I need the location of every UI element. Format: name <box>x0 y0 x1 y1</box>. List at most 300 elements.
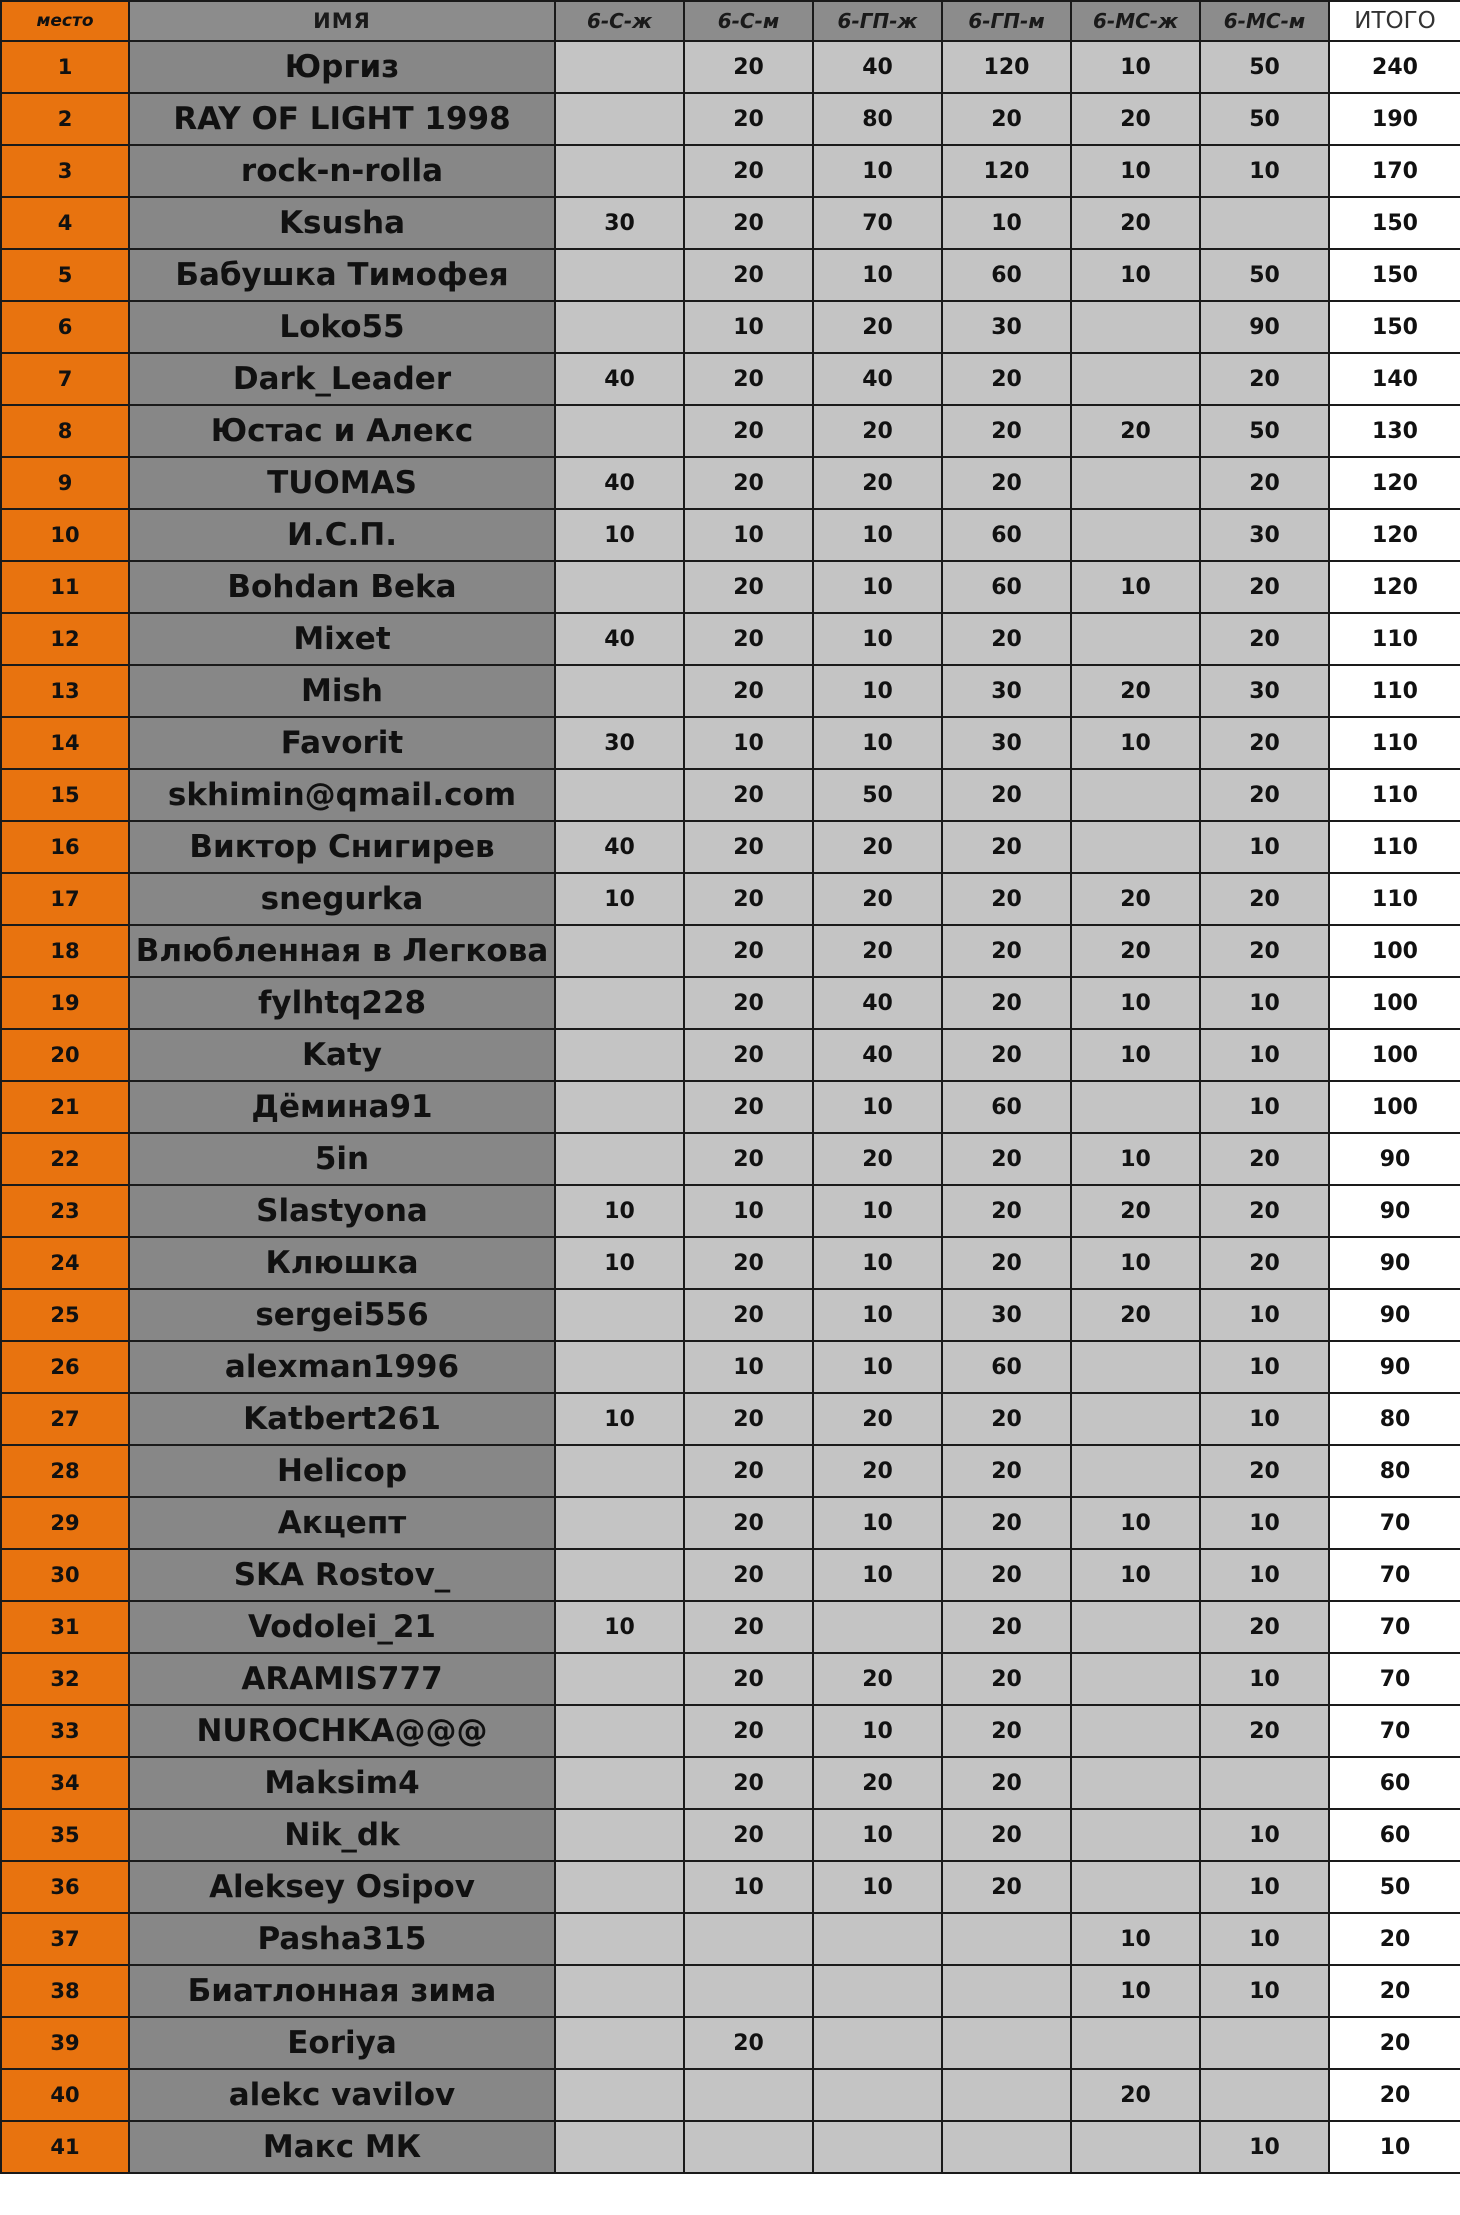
total-cell: 70 <box>1329 1549 1460 1601</box>
total-cell: 90 <box>1329 1289 1460 1341</box>
score-cell <box>1200 197 1329 249</box>
score-cell: 10 <box>1200 1861 1329 1913</box>
total-cell: 60 <box>1329 1809 1460 1861</box>
score-cell: 10 <box>684 717 813 769</box>
score-cell: 10 <box>813 613 942 665</box>
score-cell: 20 <box>1200 769 1329 821</box>
place-cell: 18 <box>1 925 129 977</box>
score-cell: 20 <box>684 1289 813 1341</box>
score-cell <box>555 1289 684 1341</box>
player-name-cell: Vodolei_21 <box>129 1601 555 1653</box>
score-cell: 10 <box>1071 249 1200 301</box>
score-cell: 10 <box>813 1289 942 1341</box>
player-name-cell: Katy <box>129 1029 555 1081</box>
place-cell: 20 <box>1 1029 129 1081</box>
player-name-cell: Ksusha <box>129 197 555 249</box>
score-cell <box>555 1965 684 2017</box>
total-cell: 20 <box>1329 1965 1460 2017</box>
score-cell: 20 <box>1200 1185 1329 1237</box>
place-cell: 13 <box>1 665 129 717</box>
score-cell: 60 <box>942 509 1071 561</box>
total-cell: 100 <box>1329 1081 1460 1133</box>
score-cell: 20 <box>813 925 942 977</box>
score-cell: 30 <box>555 197 684 249</box>
player-name-cell: Maksim4 <box>129 1757 555 1809</box>
score-cell: 120 <box>942 145 1071 197</box>
place-cell: 29 <box>1 1497 129 1549</box>
score-cell: 20 <box>684 145 813 197</box>
score-cell: 20 <box>684 2017 813 2069</box>
score-cell: 10 <box>813 1809 942 1861</box>
score-cell: 20 <box>942 1185 1071 1237</box>
total-cell: 90 <box>1329 1341 1460 1393</box>
score-cell: 10 <box>1071 1497 1200 1549</box>
score-cell: 10 <box>813 249 942 301</box>
place-cell: 8 <box>1 405 129 457</box>
player-name-cell: alekc vavilov <box>129 2069 555 2121</box>
place-cell: 36 <box>1 1861 129 1913</box>
place-cell: 5 <box>1 249 129 301</box>
score-cell: 20 <box>684 1705 813 1757</box>
score-cell <box>555 925 684 977</box>
score-cell: 20 <box>684 873 813 925</box>
table-row <box>1 2017 1460 2069</box>
score-cell <box>555 1497 684 1549</box>
table-row <box>1 1497 1460 1549</box>
score-cell <box>1071 2017 1200 2069</box>
score-cell: 20 <box>1071 197 1200 249</box>
player-name-cell: Mish <box>129 665 555 717</box>
header-6-ms-zh: 6-МС-ж <box>1071 1 1200 41</box>
score-cell: 20 <box>813 1757 942 1809</box>
score-cell: 10 <box>684 1185 813 1237</box>
score-cell: 20 <box>684 1653 813 1705</box>
table-row <box>1 41 1460 93</box>
score-cell <box>555 1445 684 1497</box>
player-name-cell: ARAMIS777 <box>129 1653 555 1705</box>
score-cell <box>555 1913 684 1965</box>
score-cell <box>555 1809 684 1861</box>
player-name-cell: 5in <box>129 1133 555 1185</box>
score-cell: 20 <box>942 925 1071 977</box>
table-row <box>1 1341 1460 1393</box>
score-cell: 50 <box>813 769 942 821</box>
score-cell <box>555 561 684 613</box>
score-cell: 20 <box>684 457 813 509</box>
score-cell: 40 <box>555 613 684 665</box>
place-cell: 39 <box>1 2017 129 2069</box>
place-cell: 38 <box>1 1965 129 2017</box>
place-cell: 4 <box>1 197 129 249</box>
score-cell: 40 <box>555 821 684 873</box>
score-cell: 10 <box>555 1237 684 1289</box>
score-cell <box>1071 301 1200 353</box>
score-cell: 20 <box>684 665 813 717</box>
score-cell: 10 <box>1071 977 1200 1029</box>
score-cell: 20 <box>684 1237 813 1289</box>
player-name-cell: Биатлонная зима <box>129 1965 555 2017</box>
place-cell: 10 <box>1 509 129 561</box>
table-row <box>1 249 1460 301</box>
score-cell: 60 <box>942 1341 1071 1393</box>
score-cell <box>1071 1705 1200 1757</box>
score-cell <box>1071 1601 1200 1653</box>
score-cell: 20 <box>684 1393 813 1445</box>
player-name-cell: Nik_dk <box>129 1809 555 1861</box>
player-name-cell: Акцепт <box>129 1497 555 1549</box>
player-name-cell: RAY OF LIGHT 1998 <box>129 93 555 145</box>
table-row <box>1 1965 1460 2017</box>
score-cell <box>942 2017 1071 2069</box>
player-name-cell: NUROCHKA@@@ <box>129 1705 555 1757</box>
table-row <box>1 1393 1460 1445</box>
score-cell: 10 <box>684 509 813 561</box>
score-cell: 20 <box>942 873 1071 925</box>
player-name-cell: fylhtq228 <box>129 977 555 1029</box>
score-cell <box>555 1341 684 1393</box>
total-cell: 110 <box>1329 613 1460 665</box>
place-cell: 22 <box>1 1133 129 1185</box>
total-cell: 110 <box>1329 665 1460 717</box>
score-cell: 10 <box>1071 717 1200 769</box>
score-cell: 30 <box>942 1289 1071 1341</box>
score-cell: 120 <box>942 41 1071 93</box>
score-cell: 50 <box>1200 41 1329 93</box>
player-name-cell: Mixet <box>129 613 555 665</box>
table-row <box>1 145 1460 197</box>
player-name-cell: Макс МК <box>129 2121 555 2173</box>
table-row <box>1 509 1460 561</box>
score-cell: 30 <box>942 717 1071 769</box>
score-cell: 10 <box>1200 1809 1329 1861</box>
total-cell: 150 <box>1329 249 1460 301</box>
score-cell: 20 <box>942 1445 1071 1497</box>
score-cell: 10 <box>1200 145 1329 197</box>
score-cell: 20 <box>1071 405 1200 457</box>
score-cell: 20 <box>1071 665 1200 717</box>
place-cell: 9 <box>1 457 129 509</box>
score-cell: 10 <box>813 1549 942 1601</box>
table-row <box>1 665 1460 717</box>
score-cell <box>813 1913 942 1965</box>
score-cell <box>684 2069 813 2121</box>
total-cell: 60 <box>1329 1757 1460 1809</box>
place-cell: 14 <box>1 717 129 769</box>
score-cell: 10 <box>555 1393 684 1445</box>
total-cell: 20 <box>1329 1913 1460 1965</box>
score-cell: 10 <box>1071 1549 1200 1601</box>
score-cell: 20 <box>1200 1601 1329 1653</box>
score-cell <box>813 1965 942 2017</box>
score-cell <box>942 1913 1071 1965</box>
score-cell: 20 <box>813 1133 942 1185</box>
score-cell: 40 <box>813 1029 942 1081</box>
table-row <box>1 1913 1460 1965</box>
score-cell: 20 <box>1200 561 1329 613</box>
total-cell: 70 <box>1329 1705 1460 1757</box>
place-cell: 33 <box>1 1705 129 1757</box>
place-cell: 40 <box>1 2069 129 2121</box>
score-cell: 10 <box>555 1185 684 1237</box>
score-cell: 20 <box>1071 873 1200 925</box>
score-cell <box>555 665 684 717</box>
score-cell: 10 <box>684 1861 813 1913</box>
total-cell: 20 <box>1329 2017 1460 2069</box>
score-cell: 20 <box>942 1757 1071 1809</box>
score-cell <box>555 301 684 353</box>
total-cell: 110 <box>1329 769 1460 821</box>
total-cell: 140 <box>1329 353 1460 405</box>
score-cell: 20 <box>942 977 1071 1029</box>
header-6-s-m: 6-С-м <box>684 1 813 41</box>
score-cell: 40 <box>813 977 942 1029</box>
table-row <box>1 1705 1460 1757</box>
score-cell: 10 <box>813 1185 942 1237</box>
score-cell: 10 <box>1071 1913 1200 1965</box>
header-row <box>1 1 1460 41</box>
score-cell: 20 <box>1200 717 1329 769</box>
table-row <box>1 353 1460 405</box>
score-cell: 20 <box>942 1653 1071 1705</box>
place-cell: 15 <box>1 769 129 821</box>
score-cell: 10 <box>555 873 684 925</box>
score-cell: 10 <box>1200 1341 1329 1393</box>
score-cell <box>555 249 684 301</box>
score-cell: 20 <box>684 1029 813 1081</box>
score-cell: 10 <box>1200 1081 1329 1133</box>
total-cell: 120 <box>1329 457 1460 509</box>
total-cell: 70 <box>1329 1601 1460 1653</box>
score-cell: 20 <box>684 1601 813 1653</box>
score-cell: 20 <box>684 1497 813 1549</box>
score-cell <box>1200 2017 1329 2069</box>
place-cell: 27 <box>1 1393 129 1445</box>
player-name-cell: Дёмина91 <box>129 1081 555 1133</box>
score-cell <box>555 1081 684 1133</box>
score-cell <box>684 2121 813 2173</box>
table-row <box>1 405 1460 457</box>
place-cell: 16 <box>1 821 129 873</box>
score-cell: 10 <box>684 1341 813 1393</box>
score-cell: 20 <box>942 1237 1071 1289</box>
score-cell: 10 <box>1200 1393 1329 1445</box>
total-cell: 100 <box>1329 1029 1460 1081</box>
score-cell: 20 <box>813 405 942 457</box>
score-cell: 20 <box>1200 353 1329 405</box>
total-cell: 100 <box>1329 925 1460 977</box>
score-cell: 20 <box>1071 1185 1200 1237</box>
header-place: место <box>1 1 129 41</box>
total-cell: 170 <box>1329 145 1460 197</box>
score-cell: 20 <box>942 93 1071 145</box>
score-cell: 20 <box>1071 2069 1200 2121</box>
score-cell: 10 <box>684 301 813 353</box>
score-cell: 10 <box>1071 41 1200 93</box>
table-row <box>1 2069 1460 2121</box>
score-cell: 80 <box>813 93 942 145</box>
score-cell: 10 <box>813 145 942 197</box>
score-cell <box>555 2017 684 2069</box>
score-cell: 60 <box>942 1081 1071 1133</box>
total-cell: 120 <box>1329 509 1460 561</box>
total-cell: 150 <box>1329 197 1460 249</box>
score-cell: 20 <box>942 821 1071 873</box>
table-row <box>1 457 1460 509</box>
score-cell: 20 <box>684 1757 813 1809</box>
score-cell: 20 <box>1200 1445 1329 1497</box>
score-cell <box>1071 769 1200 821</box>
table-row <box>1 977 1460 1029</box>
total-cell: 70 <box>1329 1653 1460 1705</box>
score-cell: 10 <box>1200 1913 1329 1965</box>
table-body <box>1 41 1460 2173</box>
table-row <box>1 1237 1460 1289</box>
score-cell: 50 <box>1200 405 1329 457</box>
score-cell: 20 <box>813 1393 942 1445</box>
total-cell: 90 <box>1329 1185 1460 1237</box>
player-name-cell: Клюшка <box>129 1237 555 1289</box>
score-cell: 20 <box>942 1549 1071 1601</box>
player-name-cell: Влюбленная в Легкова <box>129 925 555 977</box>
table-row <box>1 1081 1460 1133</box>
total-cell: 190 <box>1329 93 1460 145</box>
place-cell: 26 <box>1 1341 129 1393</box>
header-6-gp-m: 6-ГП-м <box>942 1 1071 41</box>
score-cell: 20 <box>684 1133 813 1185</box>
score-cell: 10 <box>1200 1549 1329 1601</box>
place-cell: 12 <box>1 613 129 665</box>
place-cell: 1 <box>1 41 129 93</box>
score-cell: 20 <box>684 925 813 977</box>
header-total: ИТОГО <box>1329 1 1460 41</box>
score-cell: 10 <box>1200 1289 1329 1341</box>
table-row <box>1 1653 1460 1705</box>
place-cell: 37 <box>1 1913 129 1965</box>
score-cell: 20 <box>942 457 1071 509</box>
score-cell: 10 <box>1200 1653 1329 1705</box>
score-cell: 20 <box>942 1497 1071 1549</box>
score-cell <box>555 145 684 197</box>
place-cell: 41 <box>1 2121 129 2173</box>
total-cell: 70 <box>1329 1497 1460 1549</box>
place-cell: 3 <box>1 145 129 197</box>
total-cell: 50 <box>1329 1861 1460 1913</box>
total-cell: 110 <box>1329 873 1460 925</box>
total-cell: 90 <box>1329 1237 1460 1289</box>
score-cell: 10 <box>1071 1133 1200 1185</box>
place-cell: 32 <box>1 1653 129 1705</box>
player-name-cell: Pasha315 <box>129 1913 555 1965</box>
total-cell: 10 <box>1329 2121 1460 2173</box>
place-cell: 7 <box>1 353 129 405</box>
score-cell <box>1071 1341 1200 1393</box>
player-name-cell: Бабушка Тимофея <box>129 249 555 301</box>
score-cell: 20 <box>942 1029 1071 1081</box>
score-cell: 10 <box>555 1601 684 1653</box>
total-cell: 130 <box>1329 405 1460 457</box>
score-cell: 20 <box>684 249 813 301</box>
header-name: ИМЯ <box>129 1 555 41</box>
score-cell <box>1200 2069 1329 2121</box>
total-cell: 110 <box>1329 717 1460 769</box>
table-row <box>1 561 1460 613</box>
total-cell: 120 <box>1329 561 1460 613</box>
score-cell: 10 <box>1071 145 1200 197</box>
score-cell: 30 <box>555 717 684 769</box>
total-cell: 100 <box>1329 977 1460 1029</box>
score-cell: 10 <box>813 1081 942 1133</box>
score-cell <box>1071 509 1200 561</box>
score-cell: 10 <box>813 561 942 613</box>
score-cell: 20 <box>942 1861 1071 1913</box>
score-cell: 20 <box>942 769 1071 821</box>
table-row <box>1 717 1460 769</box>
score-cell <box>1071 821 1200 873</box>
player-name-cell: Loko55 <box>129 301 555 353</box>
score-cell: 50 <box>1200 93 1329 145</box>
player-name-cell: Helicop <box>129 1445 555 1497</box>
table-row <box>1 301 1460 353</box>
score-cell <box>1071 1393 1200 1445</box>
score-cell: 10 <box>813 665 942 717</box>
score-cell: 20 <box>813 457 942 509</box>
score-cell <box>1071 1653 1200 1705</box>
score-cell: 20 <box>942 1393 1071 1445</box>
score-cell <box>1071 613 1200 665</box>
score-cell: 10 <box>813 509 942 561</box>
score-cell: 20 <box>813 1445 942 1497</box>
score-cell: 20 <box>684 1549 813 1601</box>
table-row <box>1 1809 1460 1861</box>
score-cell <box>1071 1445 1200 1497</box>
total-cell: 110 <box>1329 821 1460 873</box>
score-cell: 20 <box>684 353 813 405</box>
score-cell: 10 <box>813 717 942 769</box>
score-cell <box>1071 1757 1200 1809</box>
score-cell <box>555 1133 684 1185</box>
score-cell: 20 <box>942 1601 1071 1653</box>
place-cell: 30 <box>1 1549 129 1601</box>
place-cell: 21 <box>1 1081 129 1133</box>
score-cell: 10 <box>1200 977 1329 1029</box>
player-name-cell: Aleksey Osipov <box>129 1861 555 1913</box>
score-cell <box>813 1601 942 1653</box>
table-row <box>1 1861 1460 1913</box>
score-cell <box>1071 1861 1200 1913</box>
score-cell: 20 <box>1071 93 1200 145</box>
table-row <box>1 93 1460 145</box>
score-cell: 20 <box>684 561 813 613</box>
player-name-cell: Юргиз <box>129 41 555 93</box>
score-cell <box>555 41 684 93</box>
score-cell: 10 <box>942 197 1071 249</box>
score-cell: 20 <box>942 1809 1071 1861</box>
place-cell: 25 <box>1 1289 129 1341</box>
score-cell <box>555 93 684 145</box>
player-name-cell: Favorit <box>129 717 555 769</box>
score-cell: 40 <box>555 457 684 509</box>
table-row <box>1 821 1460 873</box>
place-cell: 28 <box>1 1445 129 1497</box>
score-cell: 90 <box>1200 301 1329 353</box>
score-cell <box>555 1653 684 1705</box>
score-cell: 20 <box>942 1133 1071 1185</box>
score-cell: 40 <box>813 41 942 93</box>
score-cell <box>813 2121 942 2173</box>
table-row <box>1 1445 1460 1497</box>
table-row <box>1 613 1460 665</box>
score-cell: 20 <box>942 1705 1071 1757</box>
